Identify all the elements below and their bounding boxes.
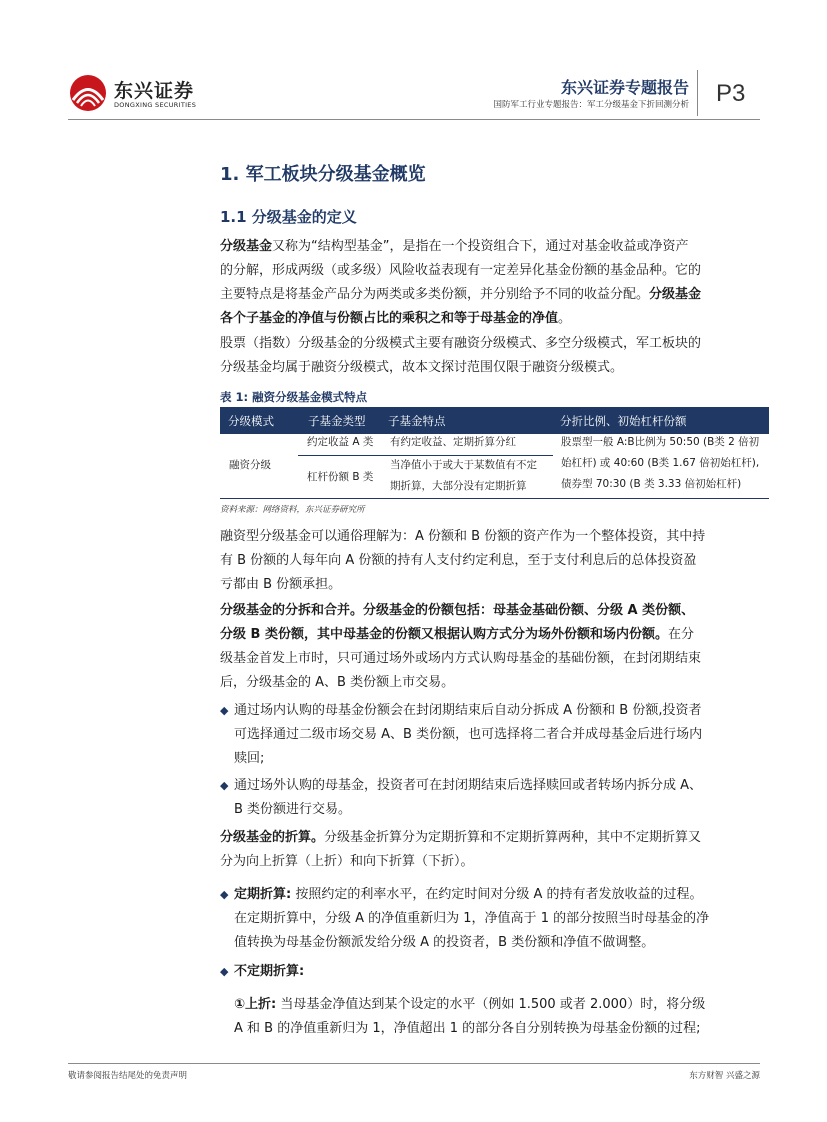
footer-slogan: 东方财智 兴盛之源: [689, 1071, 760, 1081]
diamond-bullet-icon: ◆: [220, 965, 229, 978]
term-bold: 分级基金: [220, 239, 273, 254]
table-caption: 表 1: 融资分级基金模式特点: [220, 390, 368, 404]
header-divider: [697, 70, 698, 116]
table-header-cell: 分折比例、初始杠杆份额: [560, 414, 687, 428]
footer-rule: [68, 1063, 760, 1064]
diamond-bullet-icon: ◆: [220, 888, 229, 901]
table-cell: 杠杆份额 B 类: [307, 471, 374, 483]
bullet-item: ◆ 不定期折算:: [220, 964, 305, 979]
table-cell: 有约定收益、定期折算分红: [390, 436, 516, 448]
definition-paragraph: 分级基金又称为“结构型基金”，是指在一个投资组合下，通过对基金收益或净资产 的分解，形成两级（或多级）风险收益表现有一定差异化基金份额的基金品种。它的 主要特点是将基金产品分为两类或多类份额，并分别给予不同的收益分配。分级基金 各个子基金的净值与份额占比的乘积之和等于母基金的净值。: [220, 239, 702, 326]
upward-conversion-paragraph: ①上折: 当母基金净值达到某个设定的水平（例如 1.500 或者 2.000）时，将分级 A 和 B 的净值重新归为 1，净值超出 1 的部分各自分别转换为母基金份额的过程;: [234, 997, 706, 1036]
bullet-item: ◆ 通过场外认购的母基金，投资者可在封闭期结束后选择赎回或者转场内拆分成 A、 B 类份额进行交易。: [220, 778, 703, 817]
logo-english: DONGXING SECURITIES: [114, 101, 197, 109]
split-merge-paragraph: 分级基金的分拆和合并。分级基金的份额包括：母基金基础份额、分级 A 类份额、 分级 B 类份额，其中母基金的份额又根据认购方式分为场外份额和场内份额。在分 级基金首发上市时，只可通过场外或场内方式认购母基金的基础份额，在封闭期结束 后，分级基金的 A、B 类份额上市交易。: [220, 603, 702, 690]
financing-paragraph: 融资型分级基金可以通俗理解为：A 份额和 B 份额的资产作为一个整体投资，其中持 有 B 份额的人每年向 A 份额的持有人支付约定利息，至于支付利息后的总体投资盈 亏都由 B 份额承担。: [220, 529, 706, 592]
section-title: 1. 军工板块分级基金概览: [220, 164, 426, 185]
footer-disclaimer: 敬请参阅报告结尾处的免责声明: [68, 1071, 188, 1081]
table-source: 资料来源：网络资料，东兴证券研究所: [220, 505, 365, 515]
logo-name: 东兴证券: [114, 80, 195, 102]
table-header-cell: 子基金特点: [388, 414, 446, 428]
report-type: 东兴证券专题报告: [560, 78, 689, 97]
table-header: [220, 407, 769, 434]
bullet-item: ◆ 通过场内认购的母基金份额会在封闭期结束后自动分拆成 A 份额和 B 份额,投资者 可选择通过二级市场交易 A、B 类份额，也可选择将二者合并成母基金后进行场内 赎回;: [220, 703, 703, 766]
page-number: P3: [716, 80, 746, 107]
diamond-bullet-icon: ◆: [220, 779, 229, 792]
table-cell-ratios: 股票型一般 A:B比例为 50:50 (B类 2 倍初 始杠杆) 或 40:60 (B类 1.67 倍初始杠杆), 债券型 70:30 (B 类 3.33 倍初始杠杆): [561, 436, 760, 490]
table-cell: 约定收益 A 类: [307, 436, 374, 448]
diamond-bullet-icon: ◆: [220, 704, 229, 717]
table-header-cell: 子基金类型: [308, 414, 366, 428]
report-subtitle: 国防军工行业专题报告：军工分级基金下折回测分析: [493, 100, 689, 110]
bullet-item: ◆ 定期折算: 按照约定的利率水平，在约定时间对分级 A 的持有者发放收益的过程。 在定期折算中，分级 A 的净值重新归为 1，净值高于 1 的部分按照当时母基金的净 值转换为母基金份额派发给分级 A 的投资者，B 类份额和净值不做调整。: [220, 887, 710, 950]
mode-paragraph: 股票（指数）分级基金的分级模式主要有融资分级模式、多空分级模式，军工板块的 分级基金均属于融资分级模式，故本文探讨范围仅限于融资分级模式。: [220, 336, 702, 375]
table-header-cell: 分级模式: [228, 414, 274, 428]
company-logo-icon: [68, 73, 108, 113]
table-cell: 当净值小于或大于某数值有不定 期折算，大部分没有定期折算: [390, 459, 537, 492]
header-rule: [68, 119, 760, 120]
table-bottom-rule: [220, 498, 769, 499]
table-cell-mode: 融资分级: [229, 459, 271, 471]
conversion-paragraph: 分级基金的折算。分级基金折算分为定期折算和不定期折算两种，其中不定期折算又 分为向上折算（上折）和向下折算（下折）。: [220, 830, 702, 869]
subsection-title: 1.1 分级基金的定义: [220, 208, 357, 226]
